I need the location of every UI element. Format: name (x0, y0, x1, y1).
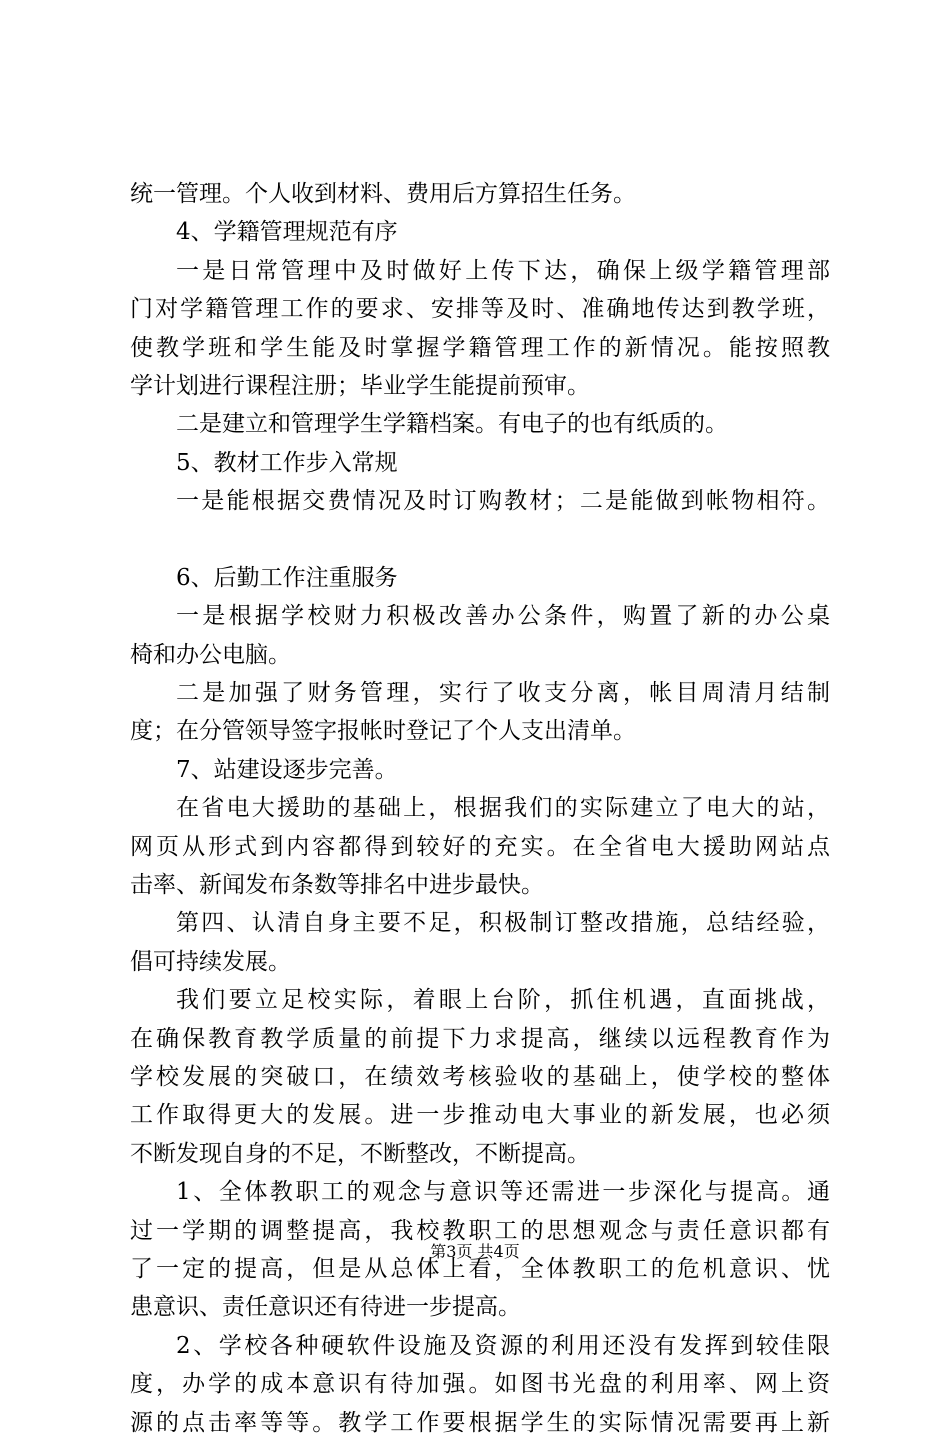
paragraph-line: 二是加强了财务管理，实行了收支分离，帐目周清月结制 (176, 680, 830, 707)
paragraph-line: 6、后勤工作注重服务 (176, 564, 398, 591)
paragraph-line: 患意识、责任意识还有待进一步提高。 (130, 1294, 521, 1321)
paragraph-line: 度；在分管领导签字报帐时登记了个人支出清单。 (130, 718, 636, 745)
paragraph-line: 不断发现自身的不足，不断整改，不断提高。 (130, 1140, 590, 1167)
paragraph-line: 击率、新闻发布条数等排名中进步最快。 (130, 872, 544, 899)
paragraph-line: 第四、认清自身主要不足，积极制订整改措施，总结经验， (176, 910, 830, 937)
paragraph-line: 使教学班和学生能及时掌握学籍管理工作的新情况。能按照教 (130, 334, 830, 361)
paragraph-line: 学校发展的突破口，在绩效考核验收的基础上，使学校的整体 (130, 1063, 830, 1090)
paragraph-line: 椅和办公电脑。 (130, 641, 291, 668)
paragraph-line: 4、学籍管理规范有序 (176, 219, 398, 246)
paragraph-line: 2、学校各种硬软件设施及资源的利用还没有发挥到较佳限 (176, 1332, 830, 1359)
paragraph-line: 门对学籍管理工作的要求、安排等及时、准确地传达到教学班， (130, 296, 830, 323)
paragraph-line: 一是日常管理中及时做好上传下达，确保上级学籍管理部 (176, 257, 830, 284)
paragraph-line: 在确保教育教学质量的前提下力求提高，继续以远程教育作为 (130, 1025, 830, 1052)
paragraph-line: 我们要立足校实际，着眼上台阶，抓住机遇，直面挑战， (176, 987, 830, 1014)
paragraph-line: 二是建立和管理学生学籍档案。有电子的也有纸质的。 (176, 411, 728, 438)
paragraph-line: 网页从形式到内容都得到较好的充实。在全省电大援助网站点 (130, 833, 830, 860)
paragraph-line: 源的点击率等等。教学工作要根据学生的实际情况需要再上新 (130, 1409, 830, 1436)
paragraph-line: 在省电大援助的基础上，根据我们的实际建立了电大的站， (176, 795, 830, 822)
paragraph-line: 度，办学的成本意识有待加强。如图书光盘的利用率、网上资 (130, 1371, 830, 1398)
paragraph-line: 工作取得更大的发展。进一步推动电大事业的新发展，也必须 (130, 1102, 830, 1129)
paragraph-line: 5、教材工作步入常规 (176, 449, 398, 476)
paragraph-line: 了一定的提高，但是从总体上看，全体教职工的危机意识、忧 (130, 1255, 830, 1282)
paragraph-line: 过一学期的调整提高，我校教职工的思想观念与责任意识都有 (130, 1217, 830, 1244)
paragraph-line: 一是根据学校财力积极改善办公条件，购置了新的办公桌 (176, 603, 830, 630)
paragraph-line: 1、全体教职工的观念与意识等还需进一步深化与提高。通 (176, 1179, 830, 1206)
blank-line (130, 521, 830, 559)
paragraph-line: 学计划进行课程注册；毕业学生能提前预审。 (130, 372, 590, 399)
paragraph-line: 倡可持续发展。 (130, 948, 291, 975)
paragraph-line: 一是能根据交费情况及时订购教材；二是能做到帐物相符。 (176, 488, 830, 515)
paragraph-line: 统一管理。个人收到材料、费用后方算招生任务。 (130, 181, 636, 207)
page-number-footer: 第3页 共4页 (430, 1242, 520, 1261)
paragraph-line: 7、站建设逐步完善。 (176, 756, 398, 783)
